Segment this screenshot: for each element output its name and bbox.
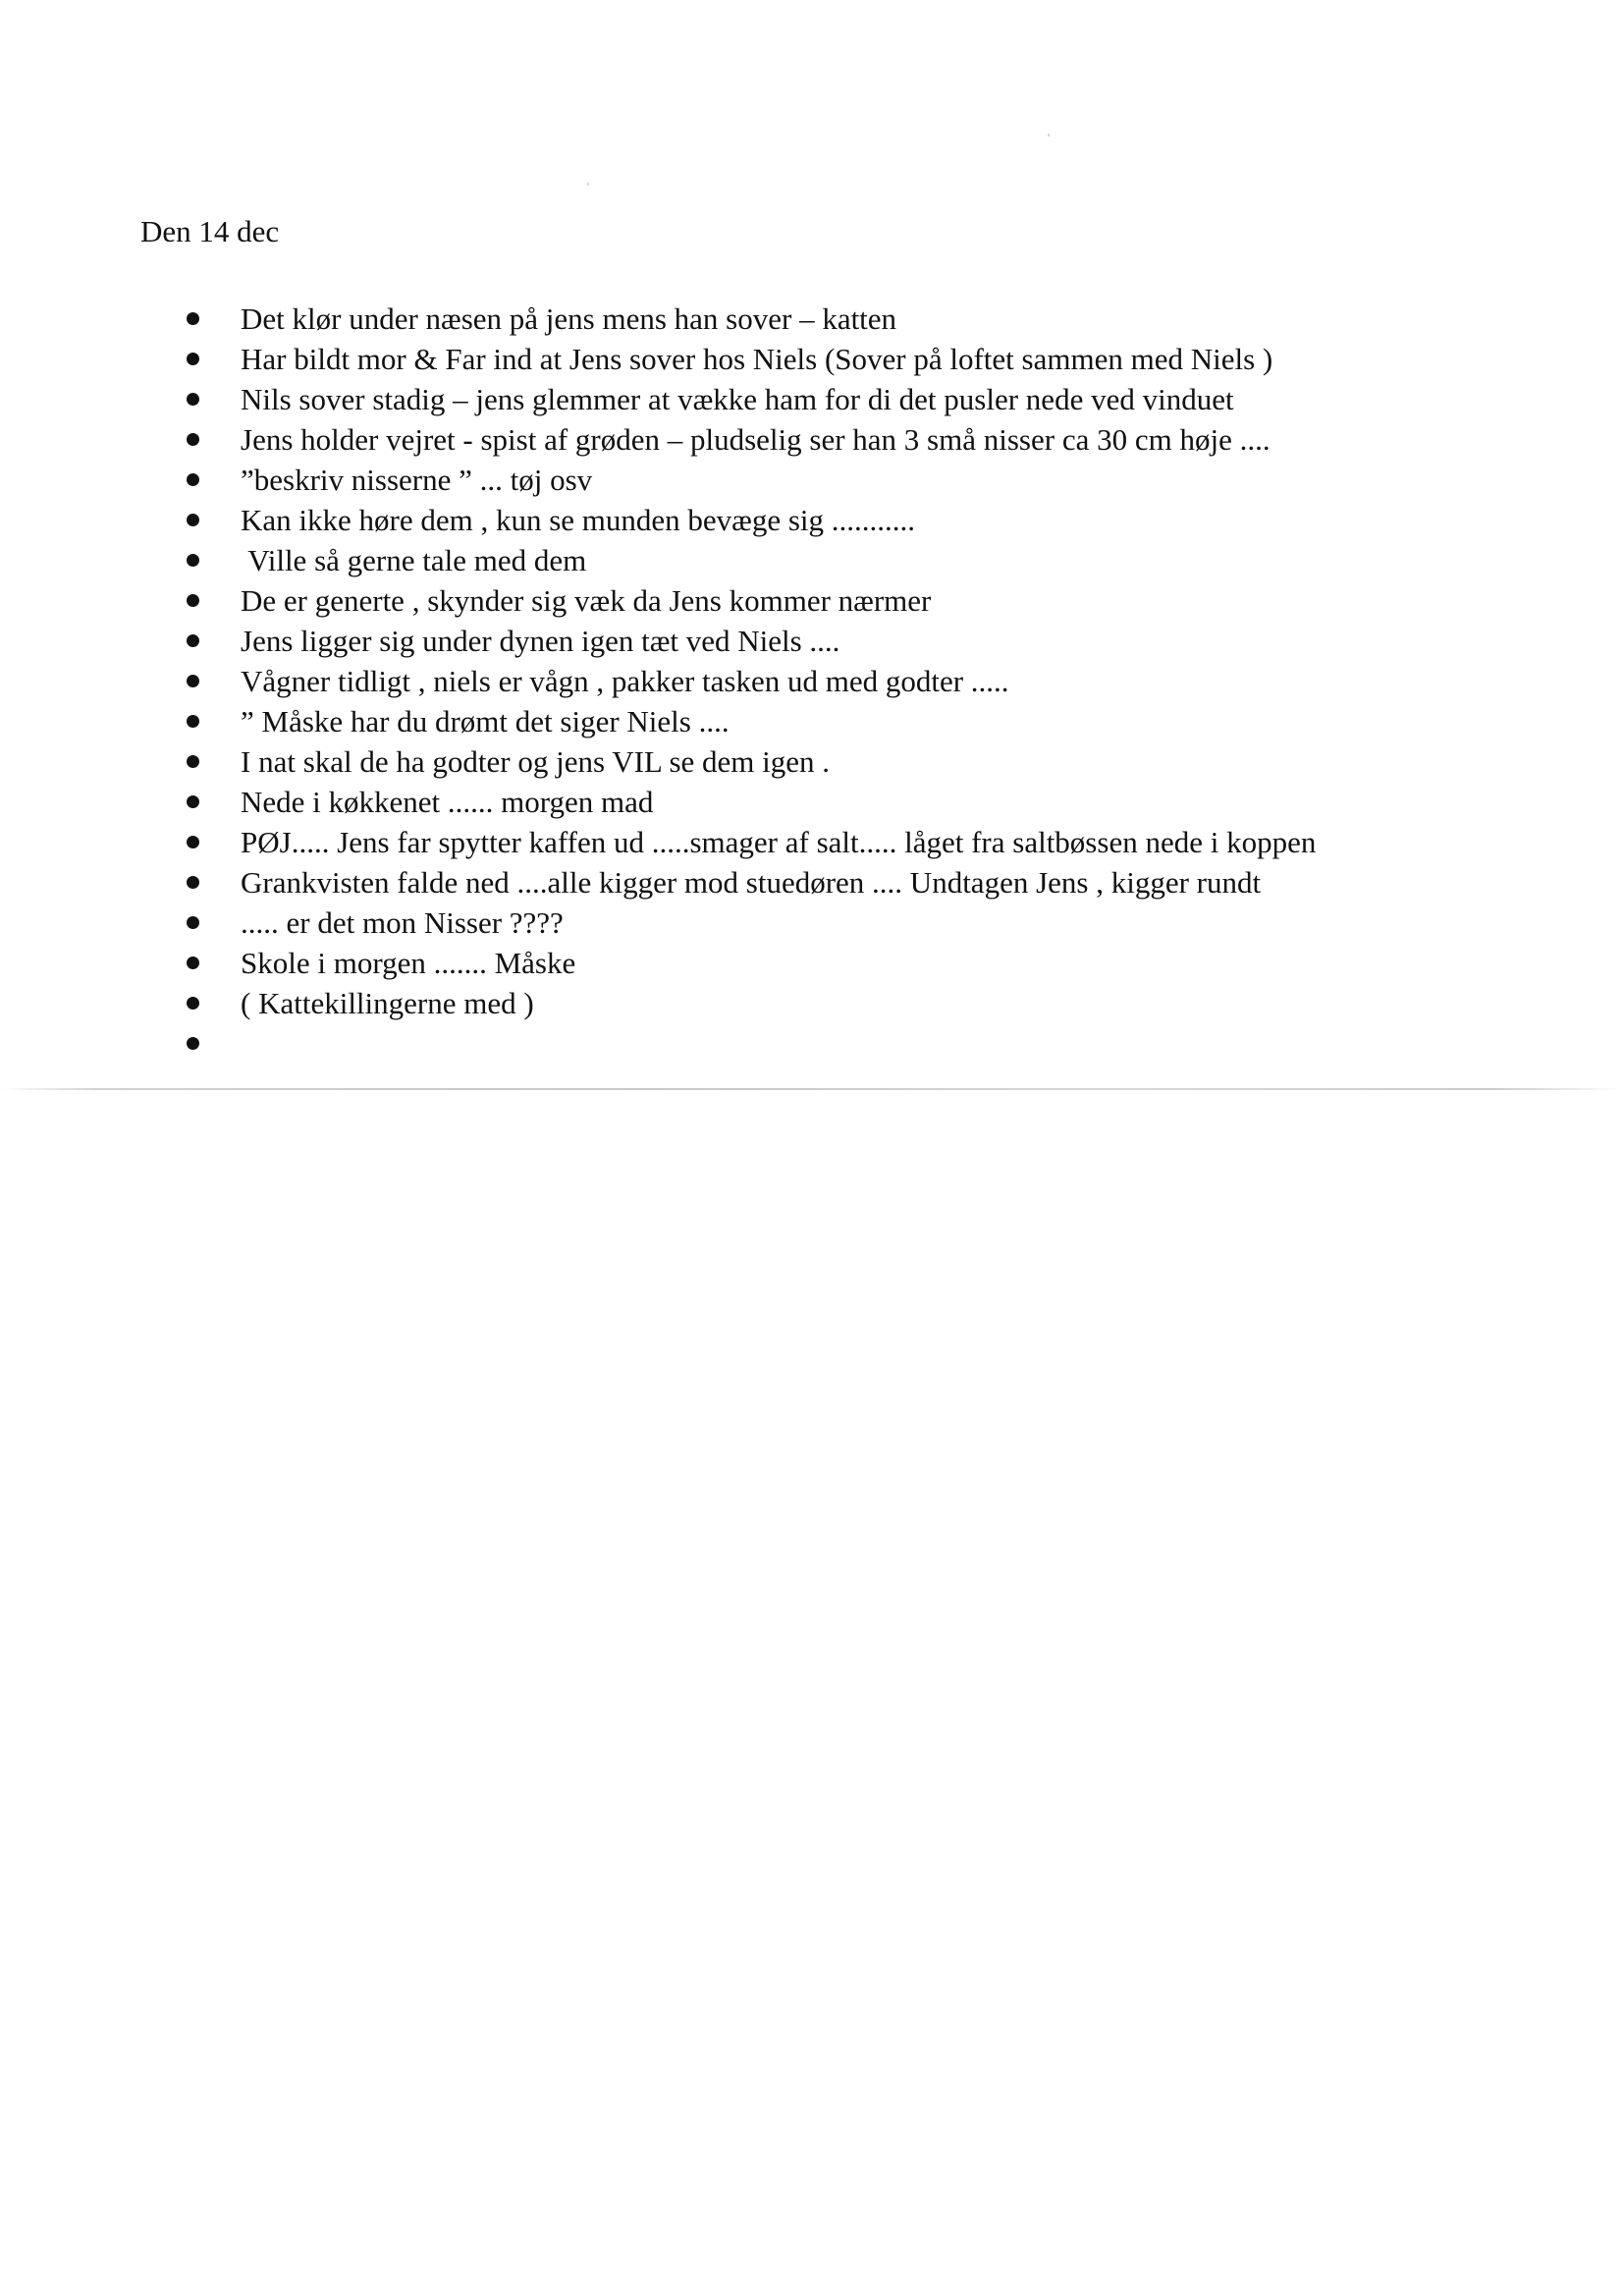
list-item-text: ( Kattekillingerne med )	[241, 986, 534, 1020]
list-item	[187, 782, 1561, 822]
list-item	[187, 822, 1561, 862]
bullet-icon	[187, 675, 199, 687]
list-item-text: Grankvisten falde ned ....alle kigger mod stuedøren .... Undtagen Jens , kigger rundt	[241, 865, 1262, 900]
list-item-text: I nat skal de ha godter og jens VIL se dem igen .	[241, 744, 831, 779]
list-item	[187, 661, 1561, 701]
bullet-icon	[187, 312, 199, 325]
list-item	[187, 580, 1561, 621]
list-item-text: De er generte , skynder sig væk da Jens kommer nærmer	[241, 583, 932, 618]
list-item	[187, 460, 1561, 500]
bullet-icon	[187, 353, 199, 365]
list-item	[187, 943, 1561, 983]
list-item	[187, 741, 1561, 782]
list-item-text: Nils sover stadig – jens glemmer at vække ham for di det pusler nede ved vinduet	[241, 382, 1234, 416]
list-item-text: Skole i morgen ....... Måske	[241, 946, 576, 980]
bullet-icon	[187, 634, 199, 647]
list-item	[187, 621, 1561, 661]
bullet-icon	[187, 997, 199, 1010]
bullet-icon	[187, 433, 199, 446]
list-item-text: ..... er det mon Nisser ????	[241, 905, 564, 940]
bullet-icon	[187, 715, 199, 728]
list-item-text: Nede i køkkenet ...... morgen mad	[241, 785, 654, 819]
list-item-text: ” Måske har du drømt det siger Niels ....	[241, 704, 730, 738]
list-item	[187, 379, 1561, 419]
bullet-icon	[187, 876, 199, 889]
list-item	[187, 1023, 1561, 1064]
bullet-icon	[187, 1037, 199, 1050]
bullet-icon	[187, 514, 199, 526]
list-item	[187, 983, 1561, 1023]
list-item-text: Det klør under næsen på jens mens han sover – katten	[241, 301, 897, 336]
scan-speck	[587, 183, 589, 186]
list-item	[187, 339, 1561, 379]
list-item-text: Jens ligger sig under dynen igen tæt ved Niels ....	[241, 624, 840, 658]
list-item	[187, 902, 1561, 943]
paper-fold-line	[0, 1088, 1623, 1090]
bullet-icon	[187, 957, 199, 969]
list-item	[187, 419, 1561, 460]
bullet-icon	[187, 916, 199, 929]
scan-speck	[1048, 134, 1050, 137]
bullet-icon	[187, 393, 199, 406]
bullet-icon	[187, 836, 199, 848]
date-heading: Den 14 dec	[140, 214, 280, 248]
bullet-icon	[187, 554, 199, 567]
list-item-text: Jens holder vejret - spist af grøden – pludselig ser han 3 små nisser ca 30 cm høje ....	[241, 422, 1271, 457]
list-item	[187, 540, 1561, 580]
list-item	[187, 299, 1561, 339]
bullet-icon	[187, 795, 199, 808]
list-item	[187, 862, 1561, 902]
bullet-icon	[187, 473, 199, 486]
notes-list	[187, 299, 1561, 1064]
list-item-text: Ville så gerne tale med dem	[241, 543, 587, 577]
bullet-icon	[187, 755, 199, 768]
list-item-text: Kan ikke høre dem , kun se munden bevæge sig ...........	[241, 503, 916, 537]
list-item	[187, 701, 1561, 741]
bullet-icon	[187, 594, 199, 607]
list-item-text: Har bildt mor & Far ind at Jens sover hos Niels (Sover på loftet sammen med Niels )	[241, 342, 1273, 376]
list-item-text: PØJ..... Jens far spytter kaffen ud .....smager af salt..... låget fra saltbøssen nede i koppen	[241, 825, 1317, 859]
list-item	[187, 500, 1561, 540]
list-item-text: ”beskriv nisserne ” ... tøj osv	[241, 463, 593, 497]
list-item-text: Vågner tidligt , niels er vågn , pakker tasken ud med godter .....	[241, 664, 1009, 698]
